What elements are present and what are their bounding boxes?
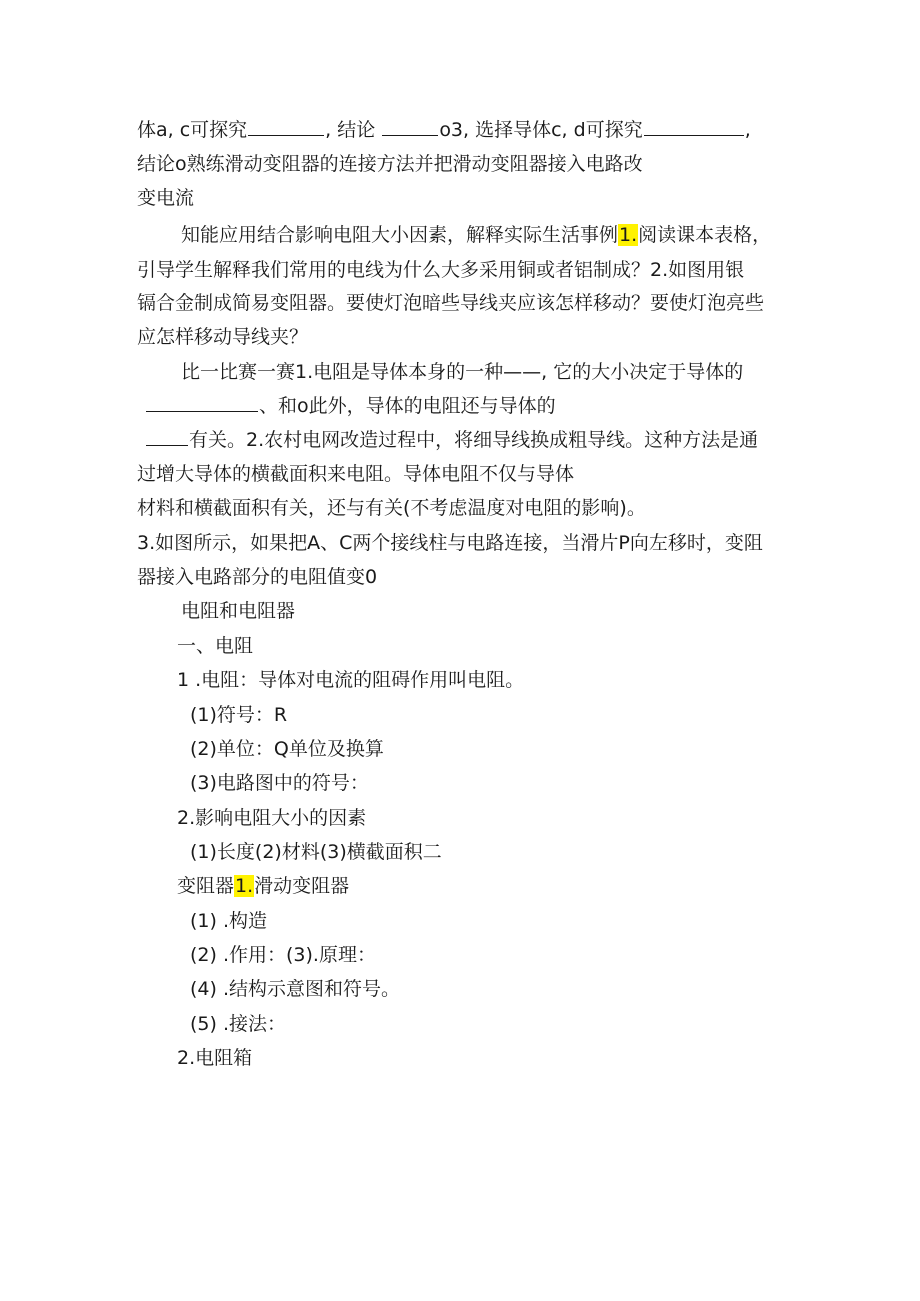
outline-title: 电阻和电阻器 — [181, 600, 296, 622]
highlighted-marker: 1. — [235, 875, 254, 897]
paragraph-line — [137, 152, 643, 176]
outline-subitem: (1)符号：R — [190, 704, 288, 726]
text-run: 镉合金制成简易变阻器。要使灯泡暗些导线夹应该怎样移动？要使灯泡亮些 — [137, 292, 765, 314]
text-run: 引导学生解释我们常用的电线为什么大多采用铜或者铝制成？2.如图用银 — [137, 259, 745, 281]
paragraph-line — [181, 223, 771, 247]
outline-subitem: (4) .结构示意图和符号。 — [190, 978, 400, 1000]
text-run: 材料和横截面积有关，还与有关(不考虑温度对电阻的影响)。 — [137, 497, 646, 519]
paragraph-line — [137, 325, 308, 349]
outline-subitem: (3)电路图中的符号： — [190, 772, 369, 794]
paragraph-line — [137, 291, 764, 315]
paragraph-line — [137, 496, 646, 520]
text-run: 变阻器 — [177, 875, 235, 897]
outline-section-heading — [177, 874, 349, 898]
paragraph-line — [145, 428, 758, 452]
fill-blank — [644, 118, 744, 136]
outline-section-heading: 一、电阻 — [177, 635, 254, 657]
fill-blank — [146, 428, 188, 446]
outline-subitem: (5) .接法： — [190, 1013, 286, 1035]
highlighted-marker: 1. — [619, 224, 638, 246]
text-run: 体a, c可探究 — [137, 119, 248, 141]
text-run: 应怎样移动导线夹？ — [137, 326, 309, 348]
outline-item: 2.电阻箱 — [177, 1047, 253, 1069]
paragraph-line — [137, 186, 194, 210]
text-run: 3.如图所示，如果把A、C两个接线柱与电路连接，当滑片P向左移时，变阻 — [137, 532, 763, 554]
text-run: , — [744, 119, 751, 141]
outline-subitem: (2) .作用：(3).原理： — [190, 944, 376, 966]
fill-blank — [146, 394, 258, 412]
outline-subitem: (1)长度(2)材料(3)横截面积二 — [190, 841, 442, 863]
outline-subitem: (1) .构造 — [190, 910, 267, 932]
text-run: 知能应用结合影响电阻大小因素，解释实际生活事例 — [181, 224, 619, 246]
outline-item: 2.影响电阻大小的因素 — [177, 807, 367, 829]
text-run: 阅读课本表格， — [638, 224, 772, 246]
paragraph-line — [145, 394, 556, 418]
paragraph-line — [137, 258, 744, 282]
outline-item: 1 .电阻：导体对电流的阻碍作用叫电阻。 — [177, 669, 525, 691]
text-run: 过增大导体的横截面积来电阻。导体电阻不仅与导体 — [137, 463, 575, 485]
text-run: 比一比赛一赛1.电阻是导体本身的一种——, 它的大小决定于导体的 — [181, 361, 744, 383]
text-run: 、和o此外，导体的电阻还与导体的 — [259, 395, 556, 417]
paragraph-line — [181, 360, 743, 384]
outline-subitem: (2)单位：Q单位及换算 — [190, 738, 384, 760]
text-run: 有关。2.农村电网改造过程中，将细导线换成粗导线。这种方法是通 — [189, 429, 759, 451]
text-run: o3, 选择导体c, d可探究 — [439, 119, 643, 141]
paragraph-line — [137, 565, 377, 589]
text-run: 变电流 — [137, 187, 195, 209]
text-run: 结论o熟练滑动变阻器的连接方法并把滑动变阻器接入电路改 — [137, 153, 643, 175]
paragraph-line — [137, 531, 763, 555]
text-run: , 结论 — [325, 119, 376, 141]
text-run: 滑动变阻器 — [254, 875, 350, 897]
text-run: 器接入电路部分的电阻值变0 — [137, 566, 378, 588]
paragraph-line — [137, 462, 574, 486]
fill-blank — [248, 118, 324, 136]
paragraph-line — [137, 118, 751, 142]
fill-blank — [382, 118, 438, 136]
